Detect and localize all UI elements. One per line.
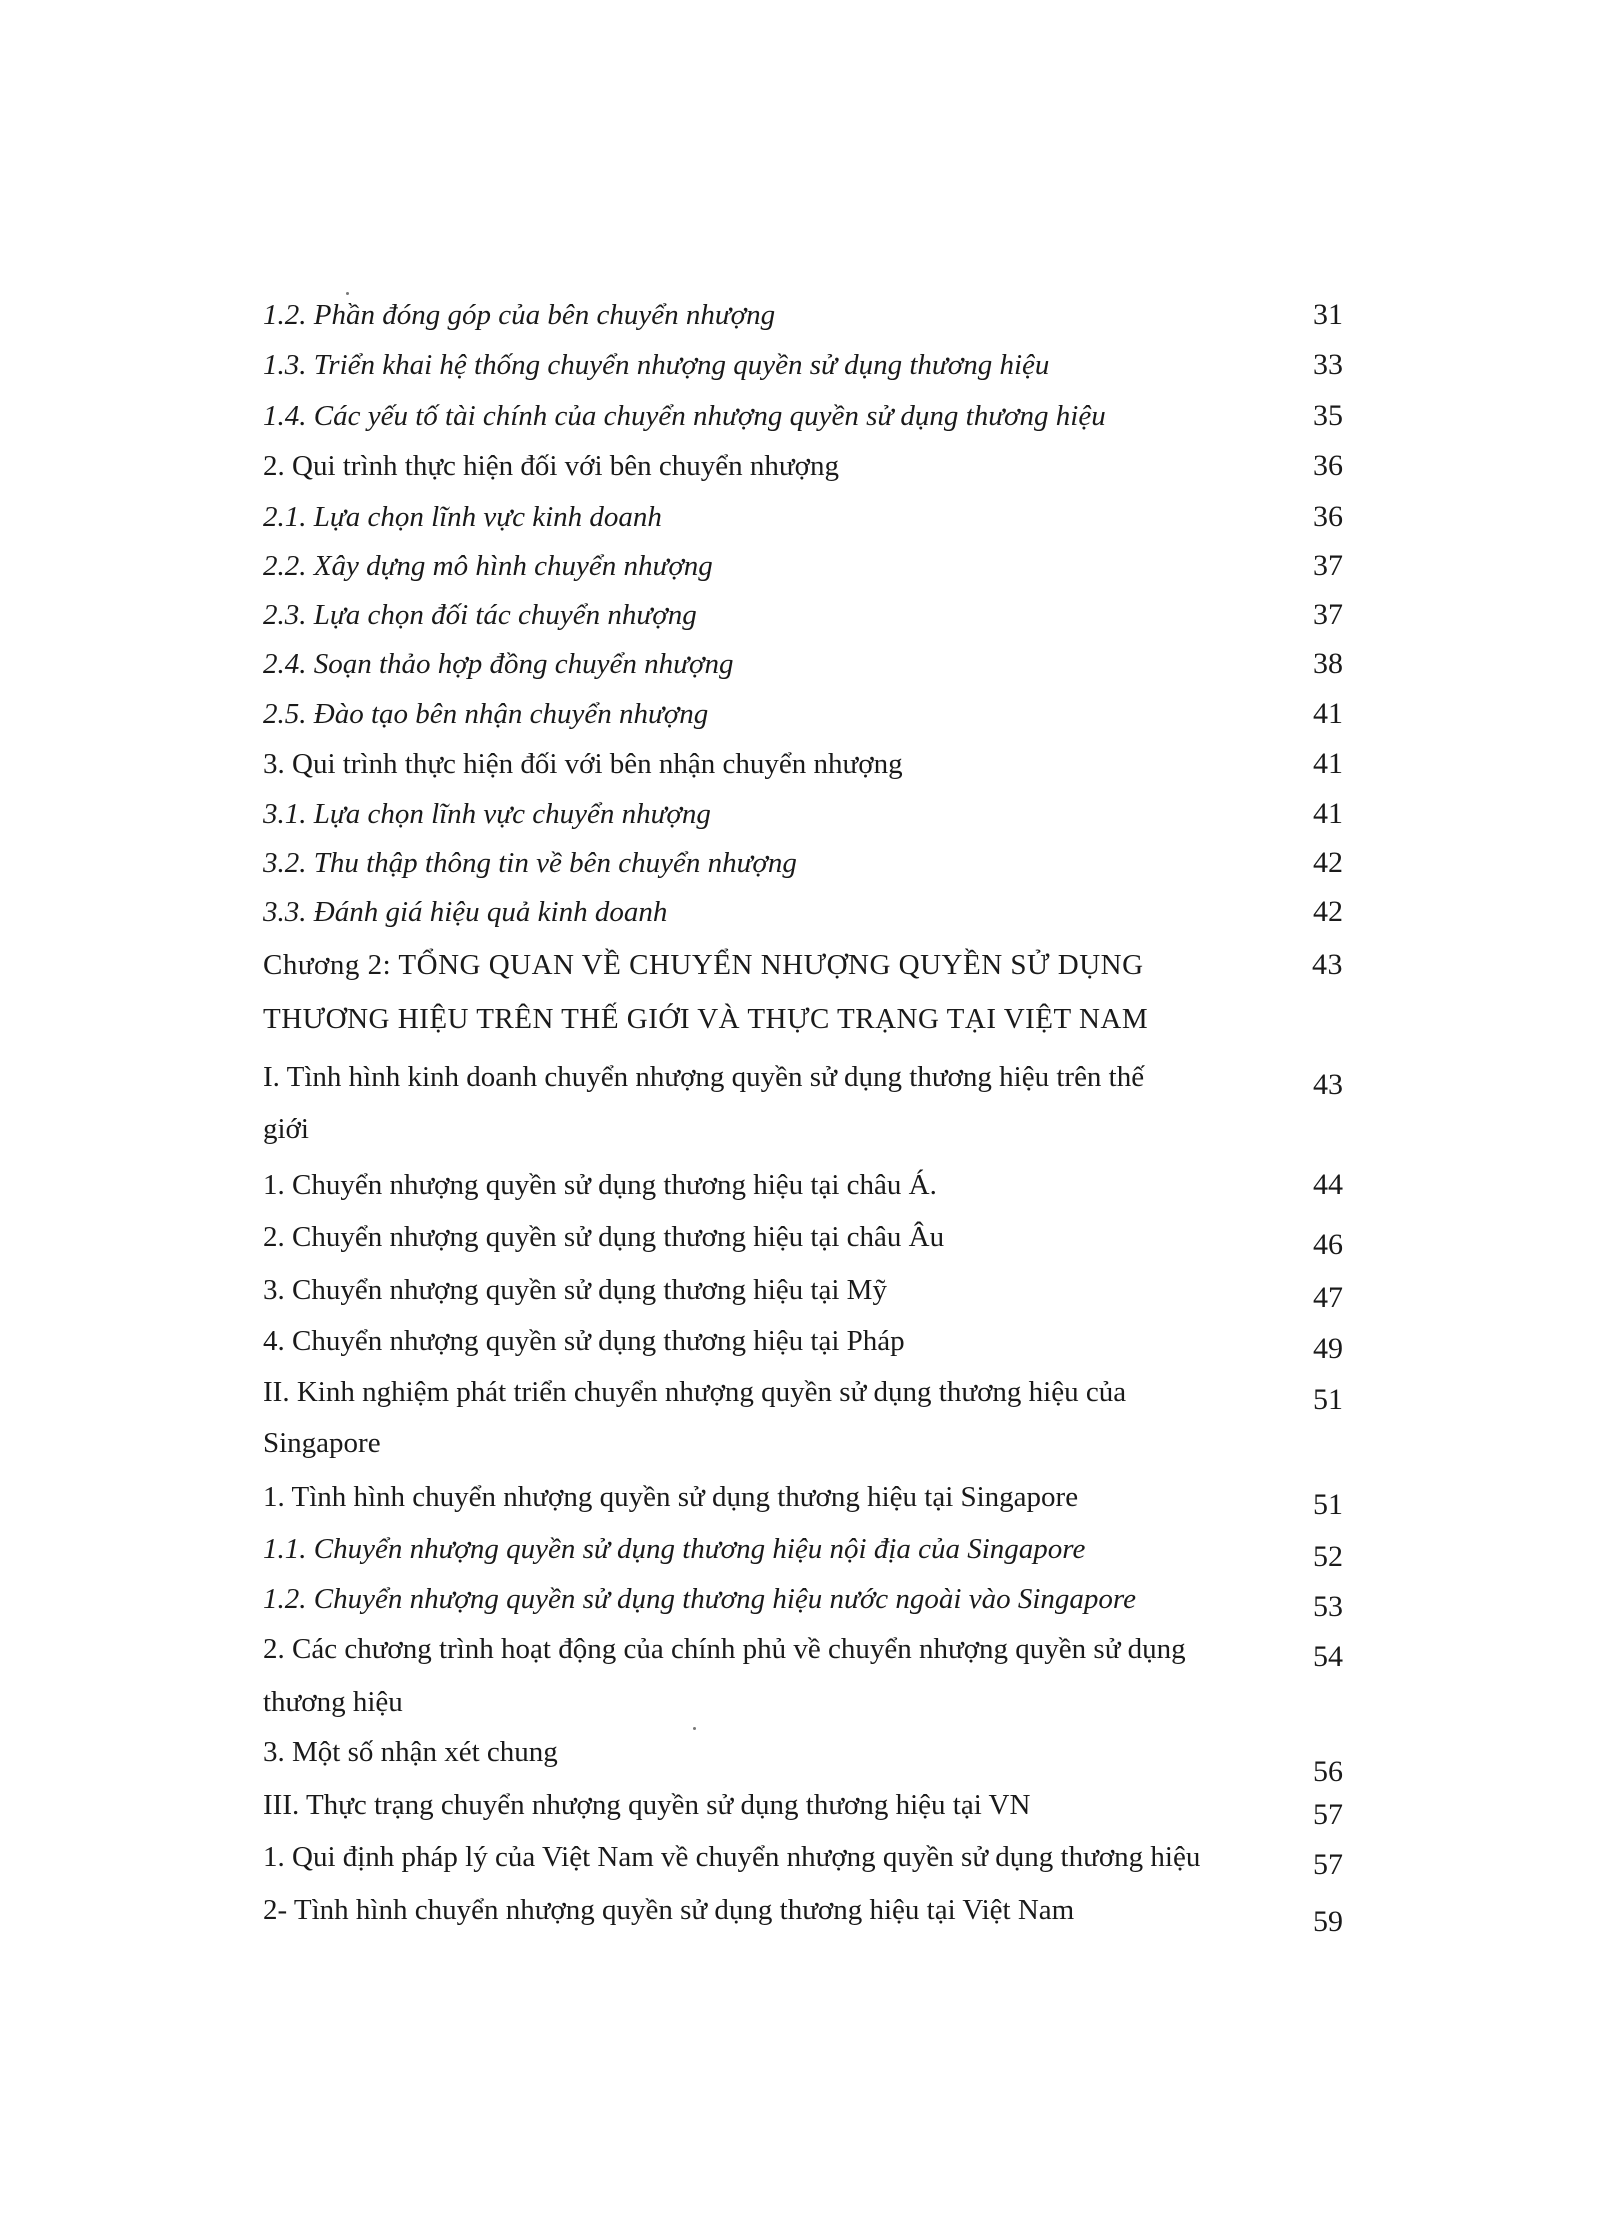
toc-entry-title: 1.2. Chuyển nhượng quyền sử dụng thương hiệu nước ngoài vào Singapore	[263, 1583, 1136, 1615]
toc-entry-title: 1.3. Triển khai hệ thống chuyển nhượng quyền sử dụng thương hiệu	[263, 349, 1050, 381]
toc-entry-title: 2.5. Đào tạo bên nhận chuyển nhượng	[263, 698, 709, 730]
toc-entry-page: 43	[1313, 1068, 1343, 1101]
toc-entry-page: 46	[1313, 1228, 1343, 1261]
toc-entry-page: 52	[1313, 1540, 1343, 1573]
toc-chapter-heading-cont: THƯƠNG HIỆU TRÊN THẾ GIỚI VÀ THỰC TRẠNG TẠI VIỆT NAM	[263, 1003, 1149, 1035]
toc-entry-title: 1.4. Các yếu tố tài chính của chuyển nhượng quyền sử dụng thương hiệu	[263, 400, 1106, 432]
toc-entry-title: 2.4. Soạn thảo hợp đồng chuyển nhượng	[263, 648, 734, 680]
toc-entry-title: 3. Qui trình thực hiện đối với bên nhận chuyển nhượng	[263, 748, 903, 780]
toc-entry-page: 54	[1313, 1640, 1343, 1673]
toc-entry-page: 41	[1313, 797, 1343, 830]
toc-entry-title: 1. Chuyển nhượng quyền sử dụng thương hiệu tại châu Á.	[263, 1169, 937, 1201]
toc-entry-title: 1. Qui định pháp lý của Việt Nam về chuyển nhượng quyền sử dụng thương hiệu	[263, 1841, 1201, 1873]
toc-entry-title: 2. Các chương trình hoạt động của chính phủ về chuyển nhượng quyền sử dụng	[263, 1633, 1186, 1665]
toc-entry-title: 1.1. Chuyển nhượng quyền sử dụng thương hiệu nội địa của Singapore	[263, 1533, 1086, 1565]
toc-entry-page: 42	[1313, 846, 1343, 879]
toc-entry-title: 4. Chuyển nhượng quyền sử dụng thương hiệu tại Pháp	[263, 1325, 905, 1357]
toc-entry-page: 42	[1313, 895, 1343, 928]
scan-speck	[693, 1727, 696, 1730]
toc-entry-page: 37	[1313, 598, 1343, 631]
toc-entry-page: 47	[1313, 1281, 1343, 1314]
toc-entry-page: 44	[1313, 1168, 1343, 1201]
toc-entry-title: III. Thực trạng chuyển nhượng quyền sử dụng thương hiệu tại VN	[263, 1789, 1031, 1821]
toc-entry-page: 57	[1313, 1798, 1343, 1831]
toc-entry-title: 3. Một số nhận xét chung	[263, 1736, 558, 1768]
toc-entry-cont: thương hiệu	[263, 1686, 403, 1718]
toc-entry-cont: giới	[263, 1113, 309, 1145]
toc-entry-page: 35	[1313, 399, 1343, 432]
toc-entry-title: 2. Qui trình thực hiện đối với bên chuyển nhượng	[263, 450, 839, 482]
toc-entry-page: 49	[1313, 1332, 1343, 1365]
toc-entry-page: 36	[1313, 449, 1343, 482]
toc-entry-title: 2.3. Lựa chọn đối tác chuyển nhượng	[263, 599, 697, 631]
toc-entry-page: 57	[1313, 1848, 1343, 1881]
toc-entry-page: 59	[1313, 1905, 1343, 1938]
toc-entry-page: 51	[1313, 1383, 1343, 1416]
toc-entry-page: 43	[1312, 948, 1343, 981]
toc-entry-page: 31	[1313, 298, 1343, 331]
toc-entry-page: 37	[1313, 549, 1343, 582]
toc-entry-cont: Singapore	[263, 1427, 381, 1459]
toc-entry-page: 36	[1313, 500, 1343, 533]
toc-entry-page: 38	[1313, 647, 1343, 680]
toc-entry-title: Chương 2: TỔNG QUAN VỀ CHUYỂN NHƯỢNG QUYỀN SỬ DỤNG	[263, 949, 1144, 981]
toc-entry-title: 3.1. Lựa chọn lĩnh vực chuyển nhượng	[263, 798, 711, 830]
toc-entry-title: 3.2. Thu thập thông tin về bên chuyển nhượng	[263, 847, 797, 879]
toc-entry-title: 1. Tình hình chuyển nhượng quyền sử dụng thương hiệu tại Singapore	[263, 1481, 1079, 1513]
toc-entry-page: 33	[1313, 348, 1343, 381]
toc-entry-title: 1.2. Phần đóng góp của bên chuyển nhượng	[263, 299, 776, 331]
toc-entry-title: 2- Tình hình chuyển nhượng quyền sử dụng thương hiệu tại Việt Nam	[263, 1894, 1075, 1926]
scan-speck	[346, 292, 349, 295]
toc-entry-page: 51	[1313, 1488, 1343, 1521]
toc-entry-title: 2.2. Xây dựng mô hình chuyển nhượng	[263, 550, 713, 582]
toc-entry-page: 56	[1313, 1755, 1343, 1788]
toc-entry-title: 3.3. Đánh giá hiệu quả kinh doanh	[263, 896, 668, 928]
toc-entry-page: 41	[1313, 747, 1343, 780]
toc-entry-title: 2.1. Lựa chọn lĩnh vực kinh doanh	[263, 501, 662, 533]
toc-entry-title: 3. Chuyển nhượng quyền sử dụng thương hiệu tại Mỹ	[263, 1274, 887, 1306]
toc-entry-page: 41	[1313, 697, 1343, 730]
toc-entry-title: II. Kinh nghiệm phát triển chuyển nhượng quyền sử dụng thương hiệu của	[263, 1376, 1127, 1408]
toc-entry-page: 53	[1313, 1590, 1343, 1623]
toc-entry-title: I. Tình hình kinh doanh chuyển nhượng quyền sử dụng thương hiệu trên thế	[263, 1061, 1145, 1093]
toc-entry-title: 2. Chuyển nhượng quyền sử dụng thương hiệu tại châu Âu	[263, 1221, 945, 1253]
